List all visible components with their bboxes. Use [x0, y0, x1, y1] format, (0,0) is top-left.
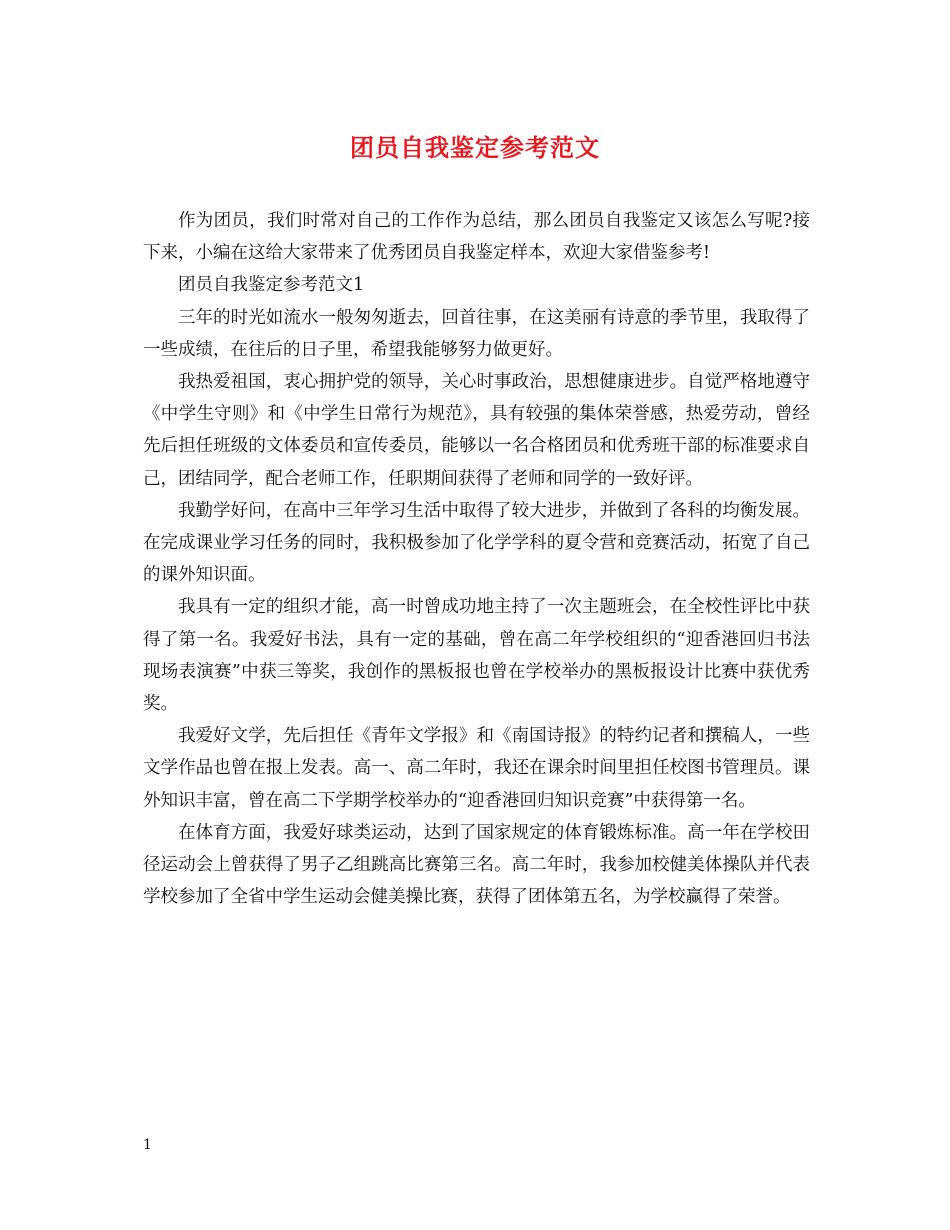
body-paragraph: 我勤学好问，在高中三年学习生活中取得了较大进步，并做到了各科的均衡发展。在完成课业学习任务的同时，我积极参加了化学学科的夏令营和竞赛活动，拓宽了自己的课外知识面。: [143, 500, 810, 586]
body-paragraph: 三年的时光如流水一般匆匆逝去，回首往事，在这美丽有诗意的季节里，我取得了一些成绩，在往后的日子里，希望我能够努力做更好。: [143, 307, 810, 360]
body-paragraph: 在体育方面，我爱好球类运动，达到了国家规定的体育锻炼标准。高一年在学校田径运动会上曾获得了男子乙组跳高比赛第三名。高二年时，我参加校健美体操队并代表学校参加了全省中学生运动会健美操比赛，获得了团体第五名，为学校赢得了荣誉。: [143, 822, 810, 908]
body-paragraph: 我具有一定的组织才能，高一时曾成功地主持了一次主题班会，在全校性评比中获得了第一名。我爱好书法，具有一定的基础，曾在高二年学校组织的“迎香港回归书法现场表演赛”中获三等奖，我创作的黑板报也曾在学校举办的黑板报设计比赛中获优秀奖。: [143, 597, 810, 715]
document-body: [143, 205, 810, 913]
body-paragraph: 我爱好文学，先后担任《青年文学报》和《南国诗报》的特约记者和撰稿人，一些文学作品也曾在报上发表。高一、高二年时，我还在课余时间里担任校图书管理员。课外知识丰富，曾在高二下学期学校举办的“迎香港回归知识竞赛”中获得第一名。: [143, 726, 810, 811]
body-paragraph: 我热爱祖国，衷心拥护党的领导，关心时事政治，思想健康进步。自觉严格地遵守《中学生守则》和《中学生日常行为规范》，具有较强的集体荣誉感，热爱劳动，曾经先后担任班级的文体委员和宣传委员，能够以一名合格团员和优秀班干部的标准要求自己，团结同学，配合老师工作，任职期间获得了老师和同学的一致好评。: [143, 372, 810, 489]
section-heading: 团员自我鉴定参考范文1: [178, 275, 365, 296]
document-title: 团员自我鉴定参考范文: [350, 133, 600, 162]
intro-paragraph: 作为团员，我们时常对自己的工作作为总结，那么团员自我鉴定又该怎么写呢?接下来，小编在这给大家带来了优秀团员自我鉴定样本，欢迎大家借鉴参考!: [143, 211, 810, 264]
page-number: 1: [143, 1137, 152, 1153]
